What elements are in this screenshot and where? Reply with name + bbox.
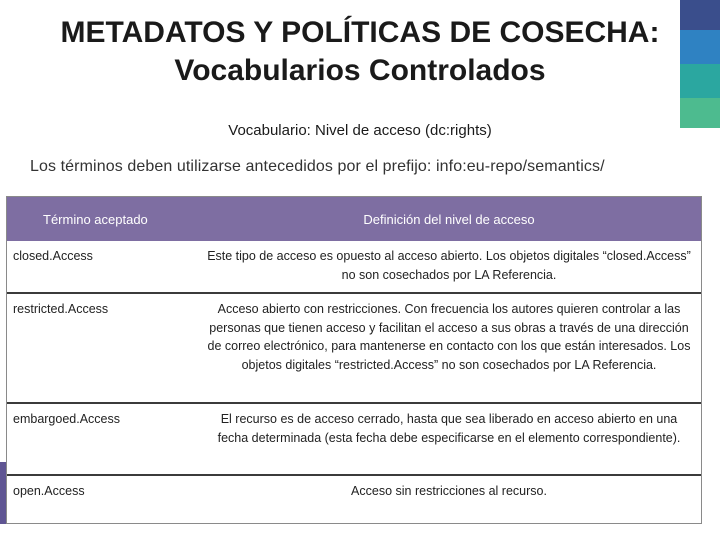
term-cell: closed.Access	[13, 249, 93, 263]
term-cell: open.Access	[13, 484, 85, 498]
term-cell: embargoed.Access	[13, 412, 121, 426]
accent-block-dark-blue	[680, 0, 720, 30]
access-level-table	[6, 196, 702, 524]
table-row	[7, 293, 701, 403]
table-header-row	[7, 197, 701, 241]
header-term: Término aceptado	[43, 211, 148, 227]
definition-cell: Acceso abierto con restricciones. Con frecuencia los autores quieren controlar a las personas que tienen acceso y facilitan el acceso a sus obras a través de una dirección de correo electrónico, para mantenerse en contacto con los que están interesados. Los objetos digitales “restricted.Access” no son cosechados por LA Referencia.	[207, 302, 691, 372]
definition-cell: Acceso sin restricciones al recurso.	[351, 484, 547, 498]
table-row	[7, 241, 701, 293]
header-definition: Definición del nivel de acceso	[363, 211, 535, 227]
table-row	[7, 475, 701, 523]
slide-subtitle: Vocabulario: Nivel de acceso (dc:rights)	[228, 122, 492, 139]
accent-block-teal	[680, 64, 720, 98]
vocabulary-table	[7, 197, 701, 523]
decorative-accent-bar	[680, 0, 720, 128]
definition-cell: El recurso es de acceso cerrado, hasta que sea liberado en acceso abierto en una fecha determinada (esta fecha debe especificarse en el elemento correspondiente).	[217, 412, 681, 445]
term-cell: restricted.Access	[13, 302, 109, 316]
slide-title	[40, 14, 680, 90]
prefix-note: Los términos deben utilizarse antecedidos por el prefijo: info:eu-repo/semantics/	[30, 158, 605, 175]
table-row	[7, 403, 701, 475]
accent-block-blue	[680, 30, 720, 64]
title-line-2: Vocabularios Controlados	[174, 54, 546, 87]
title-line-1: METADATOS Y POLÍTICAS DE COSECHA:	[60, 16, 660, 49]
definition-cell: Este tipo de acceso es opuesto al acceso abierto. Los objetos digitales “closed.Access” no son cosechados por LA Referencia.	[207, 249, 691, 282]
